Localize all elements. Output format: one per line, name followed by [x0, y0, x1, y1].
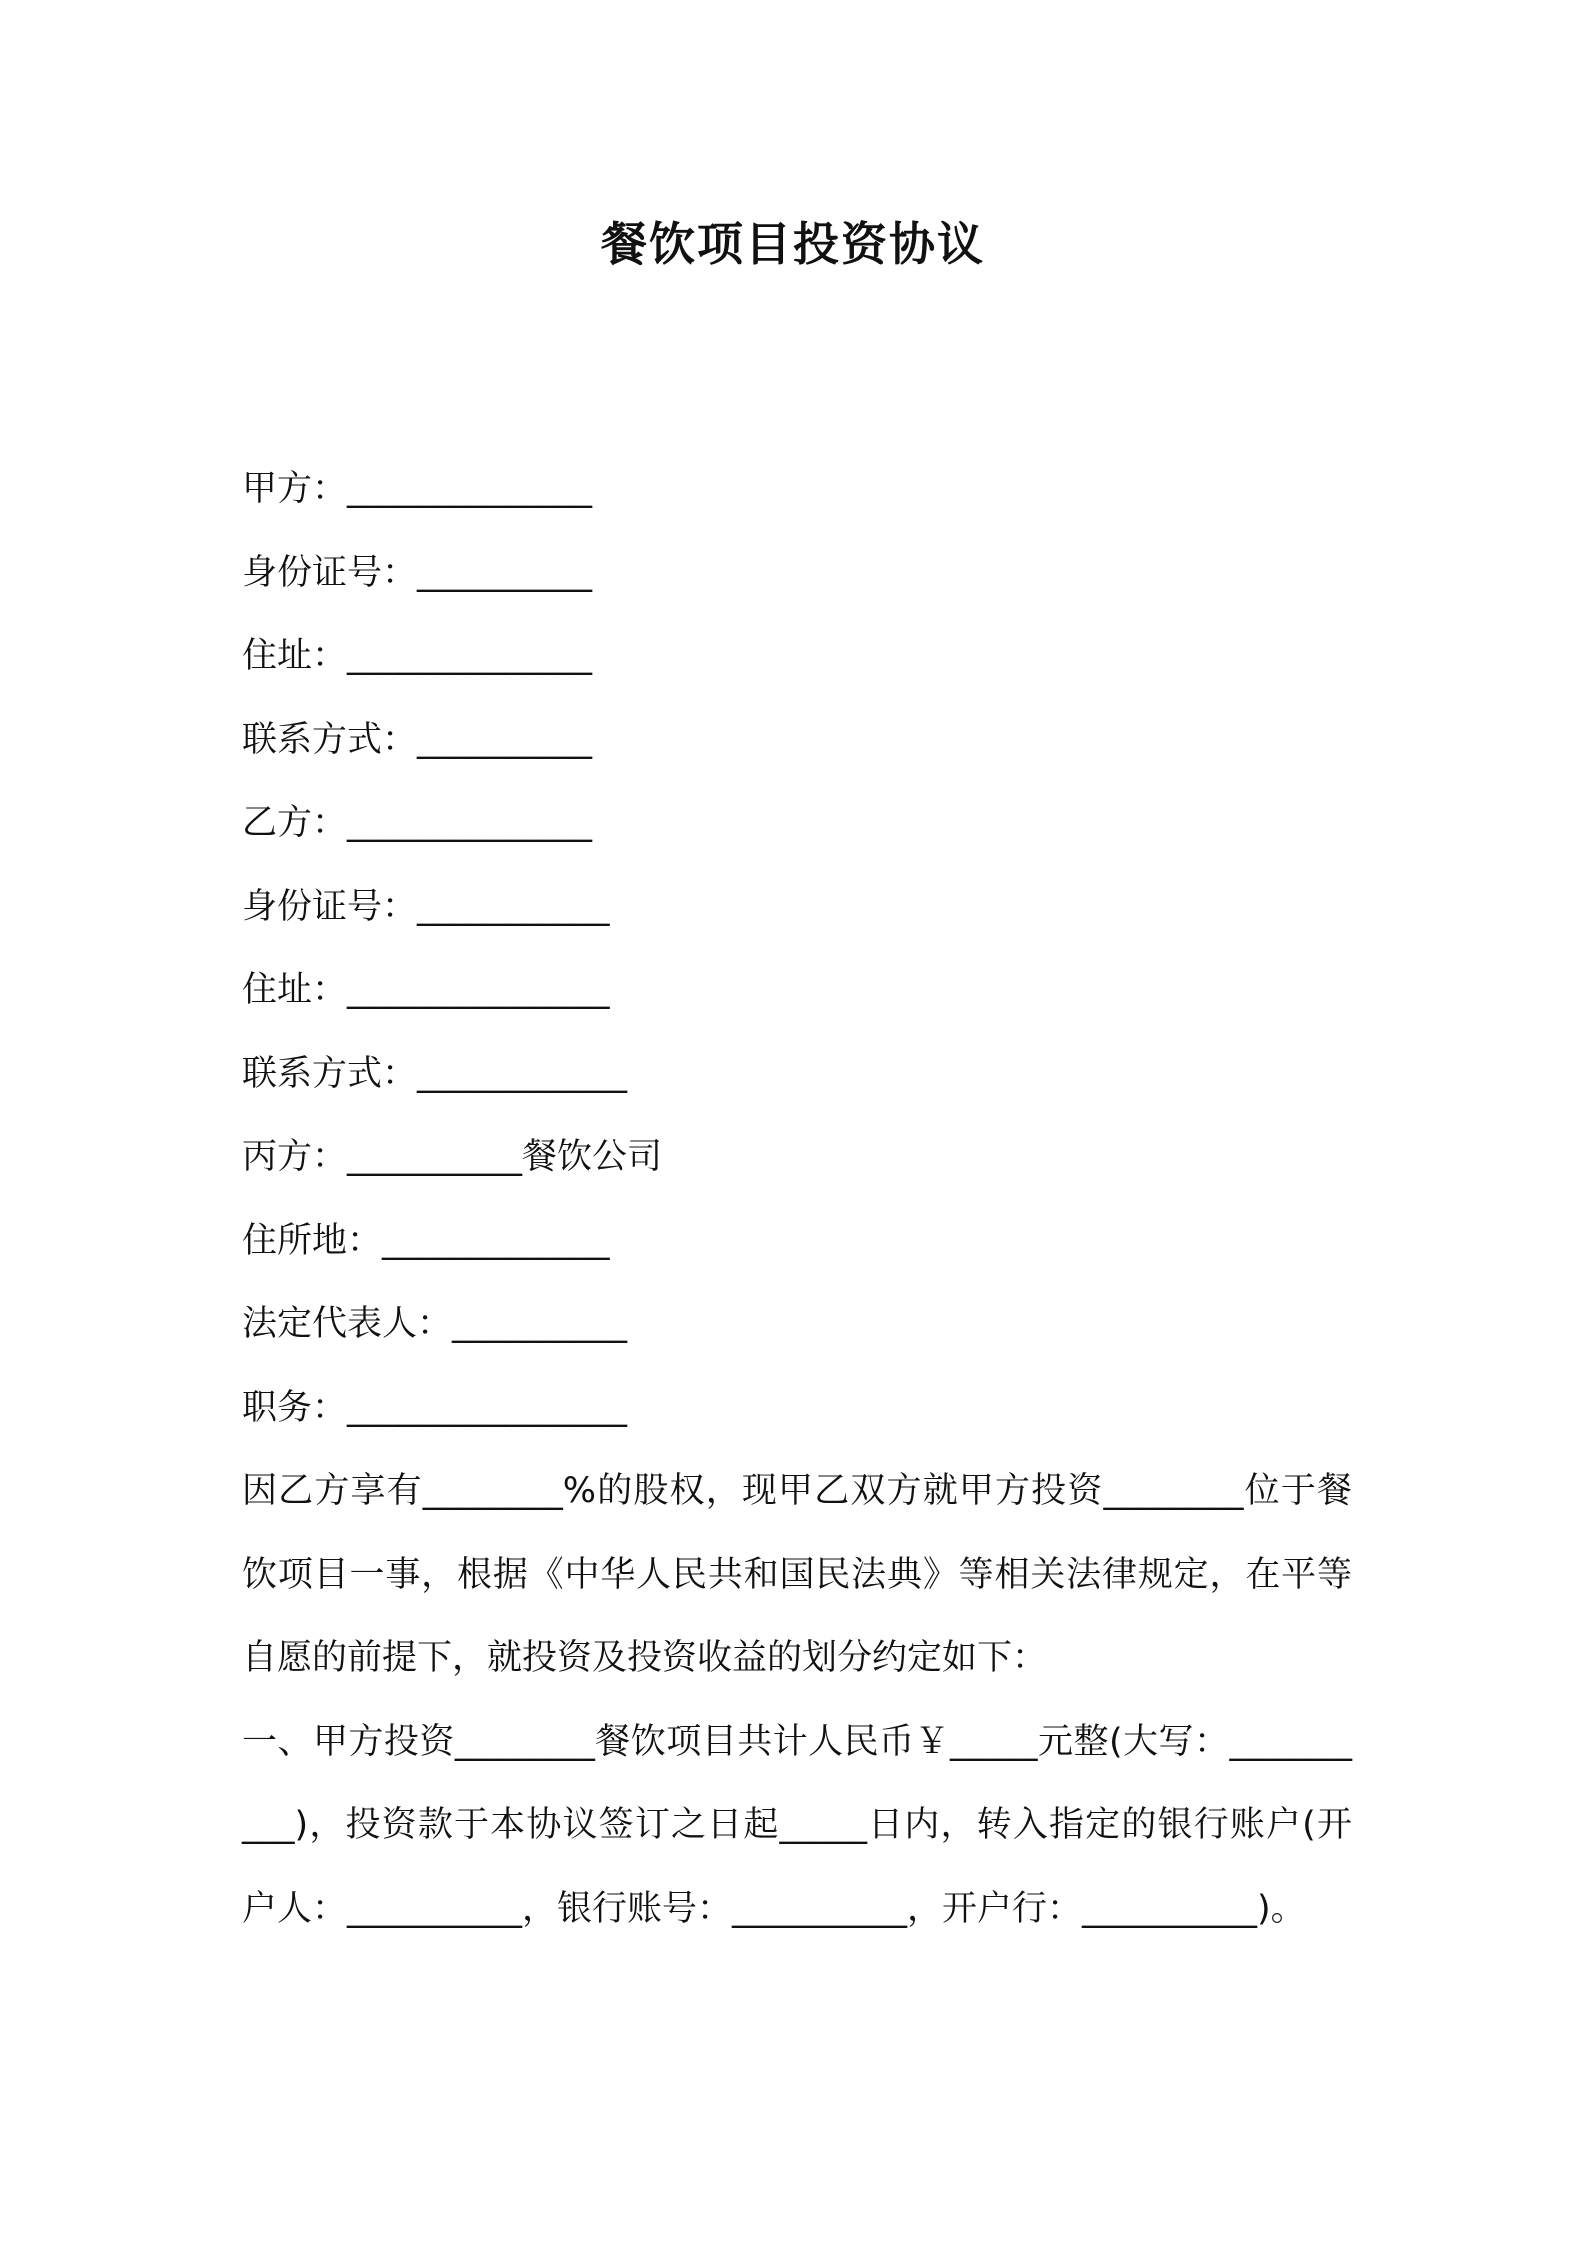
party-a-contact-line: 联系方式：__________ — [242, 719, 593, 760]
document-body — [242, 448, 1352, 1951]
party-b-address-line: 住址：_______________ — [242, 970, 610, 1010]
party-a-address-line: 住址：______________ — [242, 636, 593, 676]
party-a-id-line: 身份证号：__________ — [242, 552, 593, 593]
intro-paragraph: 因乙方享有________%的股权，现甲乙双方就甲方投资________位于餐饮项目一事，根据《中华人民共和国民法典》等相关法律规定，在平等自愿的前提下，就投资及投资收益的划分约定如下： — [242, 1471, 1352, 1678]
party-a-line: 甲方：______________ — [242, 469, 593, 509]
party-c-line: 丙方：__________餐饮公司 — [242, 1137, 663, 1177]
party-c-legal-rep-line: 法定代表人：__________ — [242, 1304, 628, 1344]
party-b-line: 乙方：______________ — [242, 803, 593, 843]
document-title: 餐饮项目投资协议 — [601, 217, 985, 271]
clause-1-paragraph: 一、甲方投资________餐饮项目共计人民币￥_____元整(大写：__________)，投资款于本协议签订之日起_____日内，转入指定的银行账户(开户人：__________，银行账号：__________，开户行：__________)。 — [242, 1721, 1352, 1929]
party-c-position-line: 职务：________________ — [242, 1387, 628, 1428]
party-b-contact-line: 联系方式：____________ — [242, 1053, 628, 1094]
party-c-domicile-line: 住所地：_____________ — [242, 1220, 610, 1261]
party-b-id-line: 身份证号：___________ — [242, 886, 610, 927]
